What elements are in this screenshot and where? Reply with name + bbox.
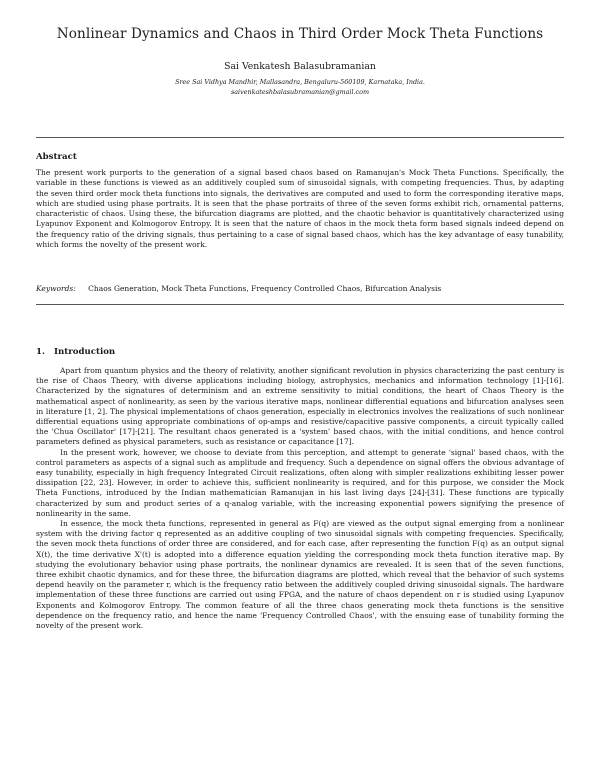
keywords-line — [36, 284, 564, 293]
paragraph: In essence, the mock theta functions, represented in general as F(q) are viewed as the output signal emerging from a nonlinear system with the driving factor q represented as an additive coupling of two sinusoidal signals with competing frequencies. Specifically, the seven mock theta functions of order three are considered, and for each case, after representing the function F(q) as an output signal X(t), the time derivative X'(t) is adopted into a difference equation yielding the corresponding mock theta function iterative map. By studying the evolutionary behavior using phase portraits, the nonlinear dynamics are revealed. It is seen that of the seven functions, three exhibit chaotic dynamics, and for these three, the bifurcation diagrams are plotted, which reveal that the behavior of such systems depend heavily on the parameter r, which is the frequency ratio between the additively coupled driving sinusoidal signals. The hardware implementation of these three functions are carried out using FPGA, and the nature of chaos dependent on r is studied using Lyapunov Exponents and Kolmogorov Entropy. The common feature of all the three chaos generating mock theta functions is the sensitive dependence on the frequency ratio, and hence the name 'Frequency Controlled Chaos', with the ensuing ease of tunability forming the novelty of the present work. — [36, 519, 564, 631]
author-email[interactable]: saivenkateshbalasubramanian@gmail.com — [230, 87, 370, 96]
author-name: Sai Venkatesh Balasubramanian — [224, 61, 376, 72]
introduction-body — [36, 366, 564, 631]
abstract-text: The present work purports to the generation of a signal based chaos based on Ramanujan's Mock Theta Functions. Specifically, the variable in these functions is viewed as an additively coupled sum of sinusoidal signals, with competing frequencies. Thus, by adapting the seven third order mock theta functions into signals, the derivatives are computed and used to form the corresponding iterative maps, which are studied using phase portraits. It is seen that the phase portraits of three of the seven forms exhibit rich, ornamental patterns, characteristic of chaos. Using these, the bifurcation diagrams are plotted, and the chaotic behavior is quantitatively characterized using Lyapunov Exponent and Kolmogorov Entropy. It is seen that the nature of chaos in the mock theta form based signals indeed depend on the frequency ratio of the driving signals, thus pertaining to a case of signal based chaos, which has the key advantage of easy tunability, which forms the novelty of the present work. — [36, 168, 564, 250]
paper-title: Nonlinear Dynamics and Chaos in Third Order Mock Theta Functions — [56, 26, 544, 42]
author-affiliation-block — [0, 78, 600, 97]
paragraph: Apart from quantum physics and the theory of relativity, another significant revolution in physics characterizing the past century is the rise of Chaos Theory, with diverse applications including biology, astrophysics, mechanics and information technology [1]-[16]. Characterized by the signatures of determinism and an extreme sensitivity to initial conditions, the heart of Chaos Theory is the mathematical aspect of nonlinearity, as seen by the various iterative maps, nonlinear differential equations and bifurcation analyses seen in literature [1, 2]. The physical implementations of chaos generation, especially in electronics involves the realizations of such nonlinear differential equations using appropriate combinations of op-amps and resistive/capacitive passive components, a circuit typically called the 'Chua Oscillator' [17]-[21]. The resultant chaos generated is a 'system' based chaos, with the initial conditions, and hence control parameters defined as physical parameters, such as resistance or capacitance [17]. — [36, 366, 564, 447]
keywords-label: Keywords: — [36, 284, 76, 293]
section-number: 1. — [36, 347, 45, 357]
paragraph: In the present work, however, we choose to deviate from this perception, and attempt to generate 'signal' based chaos, with the control parameters as aspects of a signal such as amplitude and frequency. Such a dependence on signal offers the obvious advantage of easy tunability, especially in high frequency Integrated Circuit realizations, often along with simpler realizations exhibiting lesser power dissipation [22, 23]. However, in order to achieve this, sufficient nonlinearity is required, and for this purpose, we consider the Mock Theta Functions, introduced by the Indian mathematician Ramanujan in his last living days [24]-[31]. These functions are typically characterized by sum and product series of a q-analog variable, with the increasing exponential powers signifying the presence of nonlinearity in the same. — [36, 447, 564, 518]
keywords-text: Chaos Generation, Mock Theta Functions, Frequency Controlled Chaos, Bifurcation Analysis — [88, 284, 442, 293]
abstract-bottom-divider — [36, 304, 564, 305]
abstract-heading: Abstract — [36, 152, 77, 162]
section-heading — [36, 347, 115, 357]
affiliation: Sree Sai Vidhya Mandhir, Mallasandra, Bengaluru-560109, Karnataka, India. — [175, 78, 425, 86]
top-divider — [36, 137, 564, 138]
section-title: Introduction — [53, 347, 116, 357]
